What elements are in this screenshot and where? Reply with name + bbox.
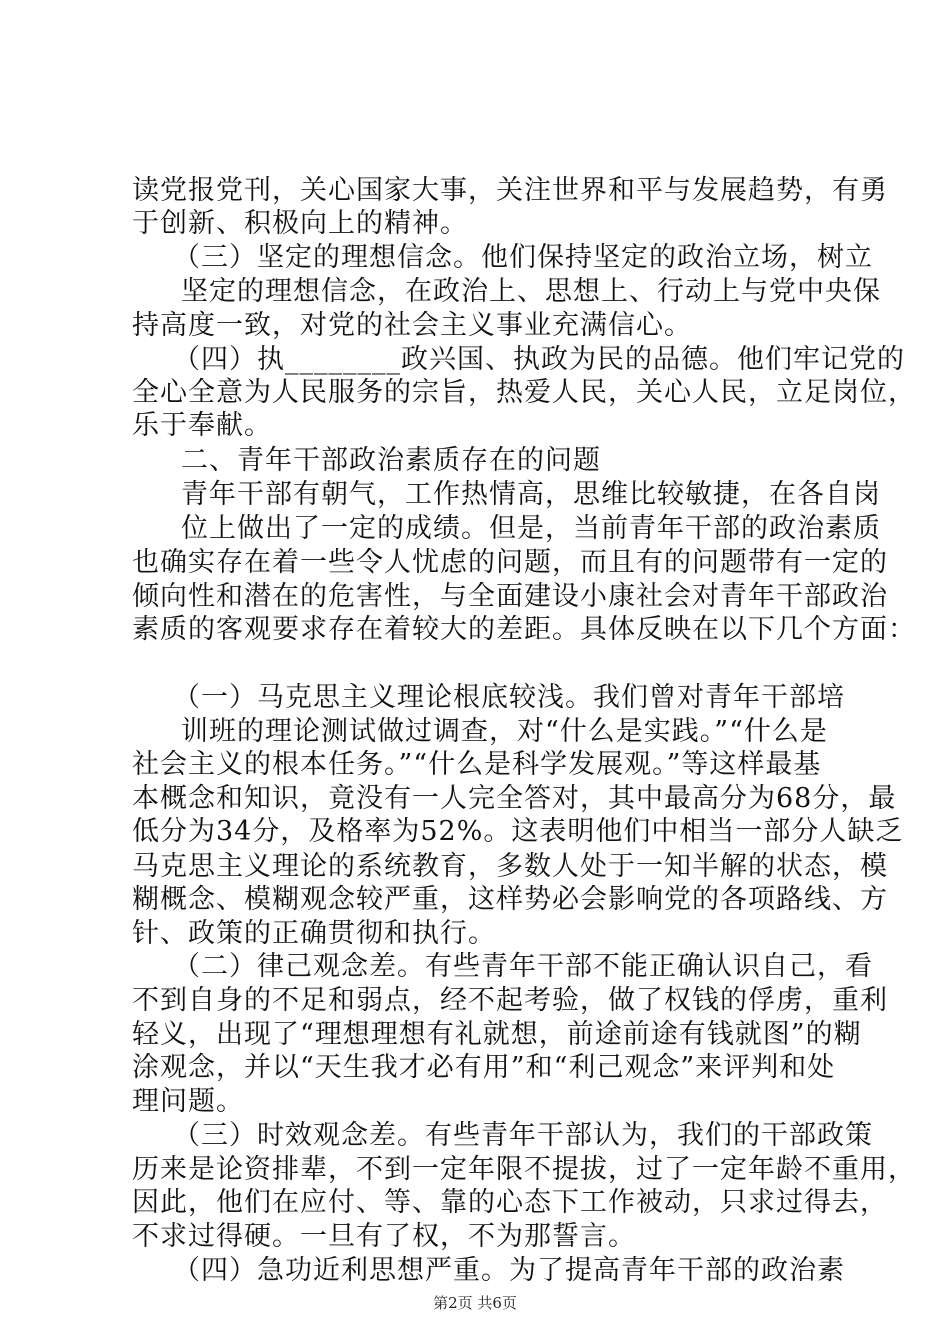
text-line: 乐于奉献。 [132, 410, 272, 441]
text-line: 位上做出了一定的成绩。但是，当前青年干部的政治素质 [181, 513, 881, 544]
text-line: 不到自身的不足和弱点，经不起考验，做了权钱的俘虏，重利 [132, 985, 888, 1016]
text-line: 青年干部有朝气，工作热情高，思维比较敏捷，在各自岗 [181, 479, 881, 510]
text-line: 轻义，出现了“理想理想有礼就想，前途前途有钱就图”的糊 [132, 1019, 862, 1050]
text-line: 训班的理论测试做过调查，对“什么是实践。”“什么是 [181, 716, 828, 747]
text-line: （三）时效观念差。有些青年干部认为，我们的干部政策 [173, 1120, 873, 1151]
text-line: 也确实存在着一些令人忧虑的问题，而且有的问题带有一定的 [132, 547, 888, 578]
text-line: （四）执________政兴国、执政为民的品德。他们牢记党的 [173, 344, 905, 375]
text-line: 涂观念，并以“天生我才必有用”和“利己观念”来评判和处 [132, 1052, 836, 1083]
text-line: 马克思主义理论的系统教育，多数人处于一知半解的状态，模 [132, 851, 888, 882]
text-line: （三）坚定的理想信念。他们保持坚定的政治立场，树立 [173, 242, 873, 273]
text-line: （二）律己观念差。有些青年干部不能正确认识自己，看 [173, 951, 873, 982]
text-line: （四）急功近利思想严重。为了提高青年干部的政治素 [173, 1255, 845, 1286]
text-line: 持高度一致，对党的社会主义事业充满信心。 [132, 310, 692, 341]
text-line: 全心全意为人民服务的宗旨，热爱人民，关心人民，立足岗位， [132, 377, 916, 408]
text-line: 坚定的理想信念，在政治上、思想上、行动上与党中央保 [181, 276, 881, 307]
text-line: 糊概念、模糊观念较严重，这样势必会影响党的各项路线、方 [132, 884, 888, 915]
page-number: 第2页 共6页 [433, 1294, 517, 1312]
text-line: 历来是论资排辈，不到一定年限不提拔，过了一定年龄不重用， [132, 1154, 916, 1185]
text-line: 理问题。 [132, 1086, 244, 1117]
text-line: 不求过得硬。一旦有了权，不为那誓言。 [132, 1221, 636, 1252]
text-line: 素质的客观要求存在着较大的差距。具体反映在以下几个方面： [132, 614, 916, 645]
text-line: 低分为34分，及格率为52%。这表明他们中相当一部分人缺乏 [132, 816, 904, 847]
text-line: 本概念和知识，竟没有一人完全答对，其中最高分为68分，最 [132, 783, 897, 814]
text-line: 读党报党刊，关心国家大事，关注世界和平与发展趋势，有勇 [132, 175, 888, 206]
text-line: 社会主义的根本任务。”“什么是科学发展观。”等这样最基 [132, 749, 822, 780]
text-line: 倾向性和潜在的危害性，与全面建设小康社会对青年干部政治 [132, 581, 888, 612]
text-line: 因此，他们在应付、等、靠的心态下工作被动，只求过得去， [132, 1187, 888, 1218]
text-line: 于创新、积极向上的精神。 [132, 208, 468, 239]
section-heading: 二、青年干部政治素质存在的问题 [181, 445, 601, 476]
text-line: （一）马克思主义理论根底较浅。我们曾对青年干部培 [173, 682, 845, 713]
text-line: 针、政策的正确贯彻和执行。 [132, 918, 496, 949]
